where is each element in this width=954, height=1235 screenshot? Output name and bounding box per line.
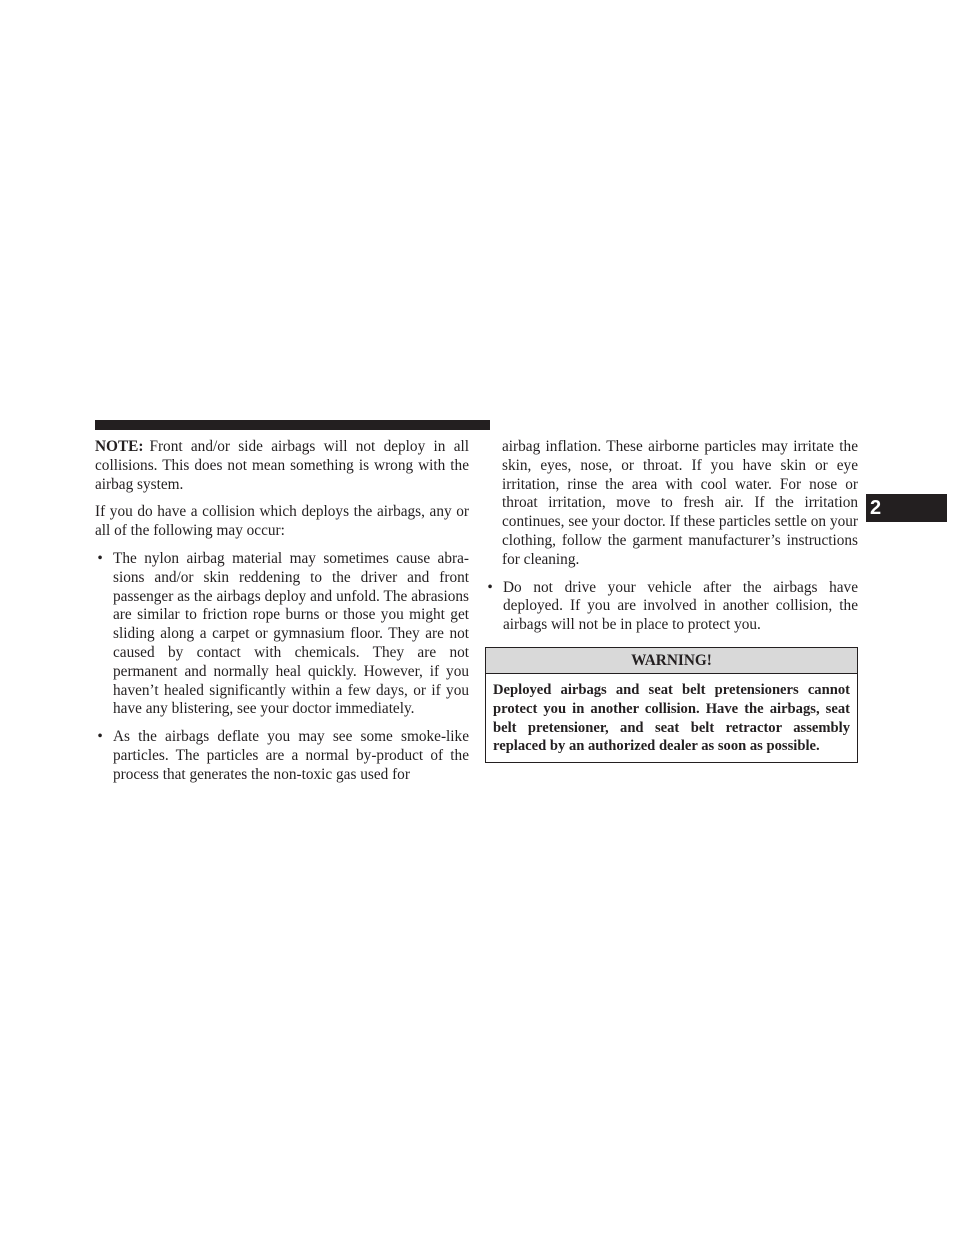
bullet-icon: • [487, 578, 493, 596]
bullet-icon: • [97, 728, 103, 746]
warning-box [485, 647, 858, 763]
note-text: Front and/or side airbags will not deploy in all collisions. This does not mean something is wrong with the airbag system. [95, 438, 469, 493]
right-column [485, 438, 858, 763]
left-column [95, 438, 469, 794]
bullet-icon: • [97, 549, 103, 567]
list-item-text: The nylon airbag material may sometimes cause abrasions and/or skin reddening to the driver and front passenger as the airbags deploy and unfold. The abrasions are similar to friction rope burns or those you might get sliding along a carpet or gymnasium floor. They are not caused by contact with chemicals. They are not permanent and normally heal quickly. However, if you haven’t healed significantly within a few days, or if you have any blistering, see your doctor immediately. [113, 549, 469, 718]
list-item-text: As the airbags deflate you may see some smoke-like particles. The particles are a normal by-product of the process that generates the non-toxic gas used for [113, 728, 469, 783]
warning-text: Deployed airbags and seat belt pretensioners cannot protect you in another collision. Have the airbags, seat belt pretensioner, and seat belt retractor assembly replaced by an authorized dealer as soon as possible. [493, 681, 850, 755]
list-item [485, 579, 858, 635]
note-label: NOTE: [95, 438, 144, 455]
chapter-tab: 2 [866, 494, 947, 522]
effects-list-continued [485, 579, 858, 635]
section-top-rule [95, 420, 490, 430]
note-paragraph [95, 438, 469, 494]
effects-list [95, 550, 469, 785]
list-item [95, 728, 469, 784]
list-item-text: Do not drive your vehicle after the airbags have deployed. If you are involved in another collision, the airbags will not be in place to protect you. [503, 578, 858, 634]
list-item [95, 550, 469, 719]
continued-list-text: airbag inflation. These airborne particles may irritate the skin, eyes, nose, or throat. If you have skin or eye irritation, rinse the area with cool water. For nose or throat irritation, move to fresh air. If the irritation continues, see your doctor. If these particles settle on your clothing, follow the garment manufacturer’s instructions for cleaning. [502, 438, 858, 568]
intro-paragraph: If you do have a collision which deploys the airbags, any or all of the following may occur: [95, 503, 469, 540]
warning-title: WARNING! [486, 648, 857, 674]
